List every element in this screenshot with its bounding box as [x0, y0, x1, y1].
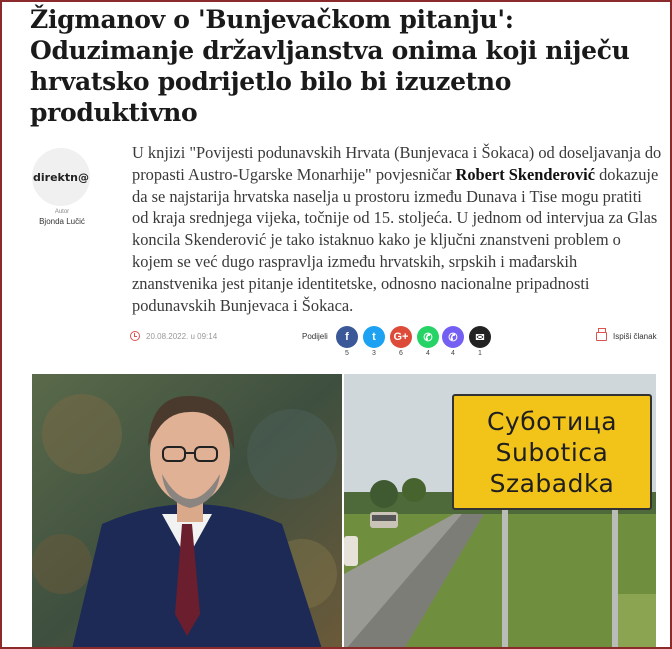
twitter-share-button[interactable]: [363, 326, 385, 348]
twitter-icon: t: [372, 331, 376, 343]
person-name: Robert Skenderović: [455, 164, 595, 184]
google-plus-share-button[interactable]: [390, 326, 412, 348]
city-sign-photo: [344, 374, 656, 649]
article-meta-row: [130, 326, 660, 360]
author-name[interactable]: Bjonda Lučić: [39, 217, 85, 226]
body-text-part1: U knjizi "Povijesti podunavskih Hrvata (Bunjevaca i Šokaca) od doseljavanja do propasti Austro-Ugarske Monarhije" povjesničar: [132, 143, 662, 184]
portrait-photo: [32, 374, 342, 649]
email-share-count: 1: [478, 350, 482, 357]
author-label: Autor: [54, 209, 70, 215]
publish-date: 20.08.2022. u 09:14: [146, 332, 218, 341]
clock-icon: [130, 331, 140, 341]
whatsapp-share-button[interactable]: [417, 326, 439, 348]
viber-share-count: 4: [451, 350, 455, 357]
twitter-share-count: 3: [372, 350, 376, 357]
sign-text-hungarian: Szabadka: [489, 468, 615, 498]
sign-text-croatian: Subotica: [495, 437, 609, 467]
printer-icon[interactable]: [596, 332, 607, 341]
share-label: Podijeli: [302, 332, 328, 341]
viber-icon: ✆: [448, 331, 458, 344]
sign-text-cyrillic: Суботица: [486, 406, 618, 436]
brand-logo: direktn@: [33, 170, 89, 184]
author-avatar[interactable]: [32, 148, 90, 206]
facebook-share-button[interactable]: [336, 326, 358, 348]
whatsapp-share-count: 4: [426, 350, 430, 357]
city-name-sign: [452, 394, 652, 510]
print-article-link[interactable]: Ispiši članak: [613, 332, 657, 341]
portrait-illustration: [32, 374, 342, 649]
email-share-button[interactable]: [469, 326, 491, 348]
article-headline: Žigmanov o 'Bunjevačkom pitanju': Oduzimanje državljanstva onima koji niječu hrvatsko podrijetlo bilo bi izuzetno produktivno: [30, 5, 630, 127]
facebook-share-count: 5: [345, 350, 349, 357]
viber-share-button[interactable]: [442, 326, 464, 348]
google-plus-share-count: 6: [399, 350, 403, 357]
article-body: [132, 142, 662, 316]
email-icon: ✉: [475, 331, 485, 344]
facebook-icon: f: [345, 331, 349, 343]
whatsapp-icon: ✆: [423, 331, 433, 344]
body-text-part2: dokazuje da se najstarija hrvatska naselja u prostoru između Dunava i Tise mogu pratiti od kraja srednjega vijeka, točnije od 15. stoljeća. U jednom od intervjua za Glas koncila Skenderović je tako istaknuo kako je ključni znanstveni problem o kojem se već dugo raspravlja između hrvatskih, srpskih i mađarskih znanstvenika jest pitanje identitetske, odnosno nacionalne pripadnosti podunavskih Bunjevaca i Šokaca.: [132, 164, 659, 315]
google-plus-icon: G+: [393, 331, 409, 343]
